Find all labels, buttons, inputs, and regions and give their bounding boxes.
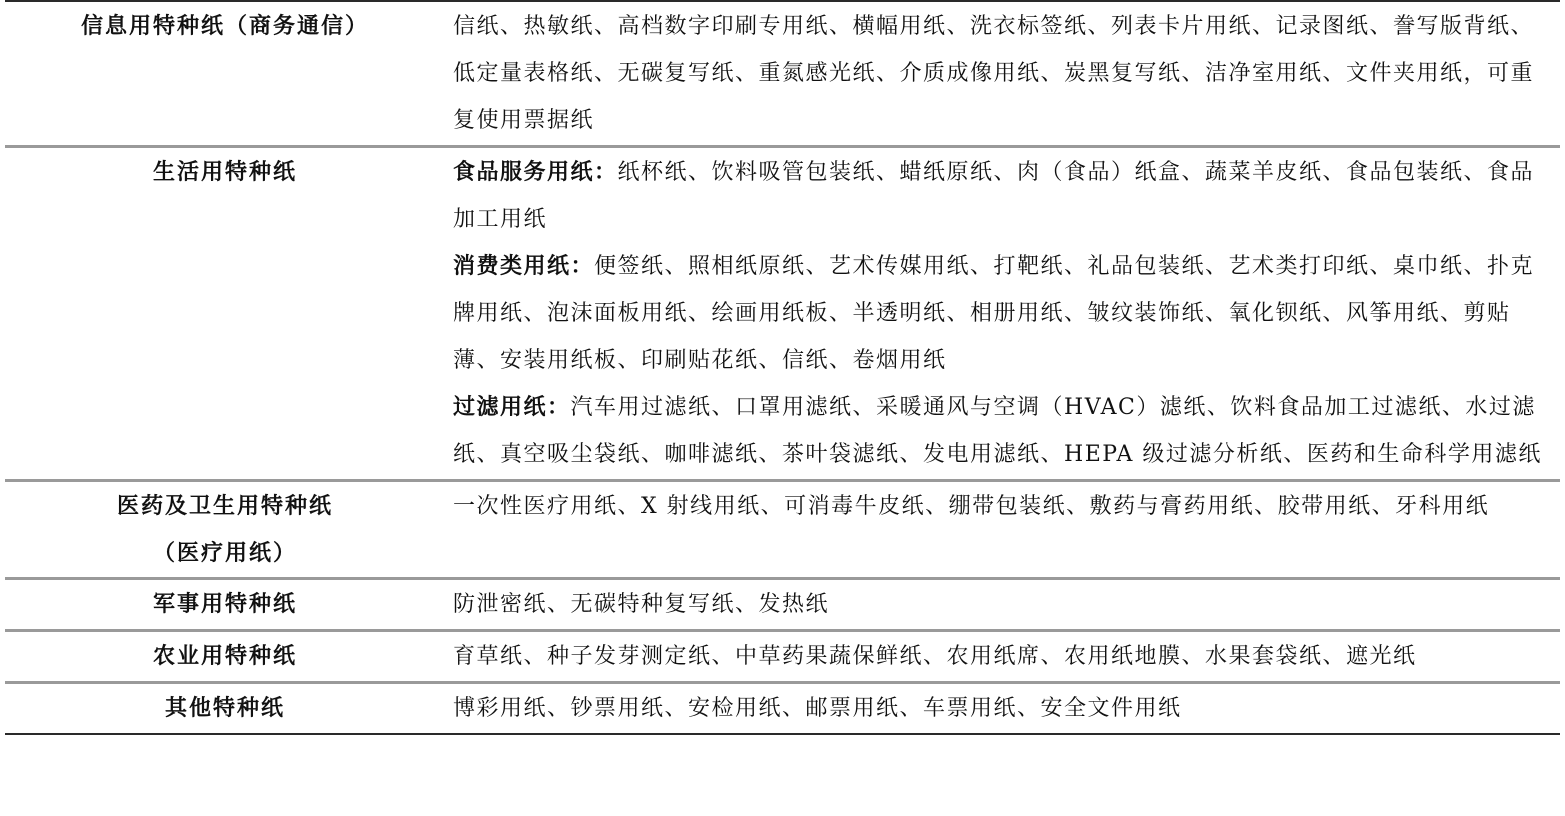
description-cell <box>445 580 1560 629</box>
category-label: 农业用特种纸 <box>152 643 297 669</box>
category-sublabel: （医疗用纸） <box>152 540 297 566</box>
category-cell <box>5 2 445 145</box>
category-label: 信息用特种纸（商务通信） <box>80 13 369 39</box>
description-group <box>453 243 1556 384</box>
category-cell <box>5 632 445 681</box>
category-label: 其他特种纸 <box>164 695 285 721</box>
specialty-paper-table <box>5 0 1560 735</box>
table-row <box>5 148 1560 482</box>
description-text: 信纸、热敏纸、高档数字印刷专用纸、横幅用纸、洗衣标签纸、列表卡片用纸、记录图纸、誊写版背纸、低定量表格纸、无碳复写纸、重氮感光纸、介质成像用纸、炭黑复写纸、洁净室用纸、文件夹用纸，可重复使用票据纸 <box>453 14 1535 133</box>
description-text: 博彩用纸、钞票用纸、安检用纸、邮票用纸、车票用纸、安全文件用纸 <box>453 696 1182 721</box>
description-cell <box>445 482 1560 577</box>
group-label: 过滤用纸： <box>453 394 571 420</box>
table-row <box>5 632 1560 684</box>
description-cell <box>445 632 1560 681</box>
table-row <box>5 684 1560 735</box>
category-label: 医药及卫生用特种纸 <box>116 493 333 519</box>
table-row <box>5 580 1560 632</box>
description-group <box>453 149 1556 243</box>
description-group <box>453 384 1556 478</box>
category-cell <box>5 148 445 479</box>
description-text: 便签纸、照相纸原纸、艺术传媒用纸、打靶纸、礼品包装纸、艺术类打印纸、桌巾纸、扑克牌用纸、泡沫面板用纸、绘画用纸板、半透明纸、相册用纸、皱纹装饰纸、氧化钡纸、风筝用纸、剪贴薄、安装用纸板、印刷贴花纸、信纸、卷烟用纸 <box>453 254 1535 373</box>
description-cell <box>445 684 1560 733</box>
description-text: 纸杯纸、饮料吸管包装纸、蜡纸原纸、肉（食品）纸盒、蔬菜羊皮纸、食品包装纸、食品加工用纸 <box>453 160 1535 232</box>
description-cell <box>445 2 1560 145</box>
category-cell <box>5 482 445 577</box>
table-row <box>5 482 1560 580</box>
description-text: 防泄密纸、无碳特种复写纸、发热纸 <box>453 592 830 617</box>
description-text: 育草纸、种子发芽测定纸、中草药果蔬保鲜纸、农用纸席、农用纸地膜、水果套袋纸、遮光纸 <box>453 644 1417 669</box>
group-label: 消费类用纸： <box>453 253 595 279</box>
description-text: 汽车用过滤纸、口罩用滤纸、采暖通风与空调（HVAC）滤纸、饮料食品加工过滤纸、水过滤纸、真空吸尘袋纸、咖啡滤纸、茶叶袋滤纸、发电用滤纸、HEPA 级过滤分析纸、医药和生命科学用滤纸 <box>453 395 1542 467</box>
category-label: 军事用特种纸 <box>152 591 297 617</box>
category-cell <box>5 684 445 733</box>
table-row <box>5 2 1560 148</box>
category-cell <box>5 580 445 629</box>
description-text: 一次性医疗用纸、X 射线用纸、可消毒牛皮纸、绷带包装纸、敷药与膏药用纸、胶带用纸、牙科用纸 <box>453 494 1490 519</box>
group-label: 食品服务用纸： <box>453 159 618 185</box>
category-label: 生活用特种纸 <box>152 159 297 185</box>
description-cell <box>445 148 1560 479</box>
